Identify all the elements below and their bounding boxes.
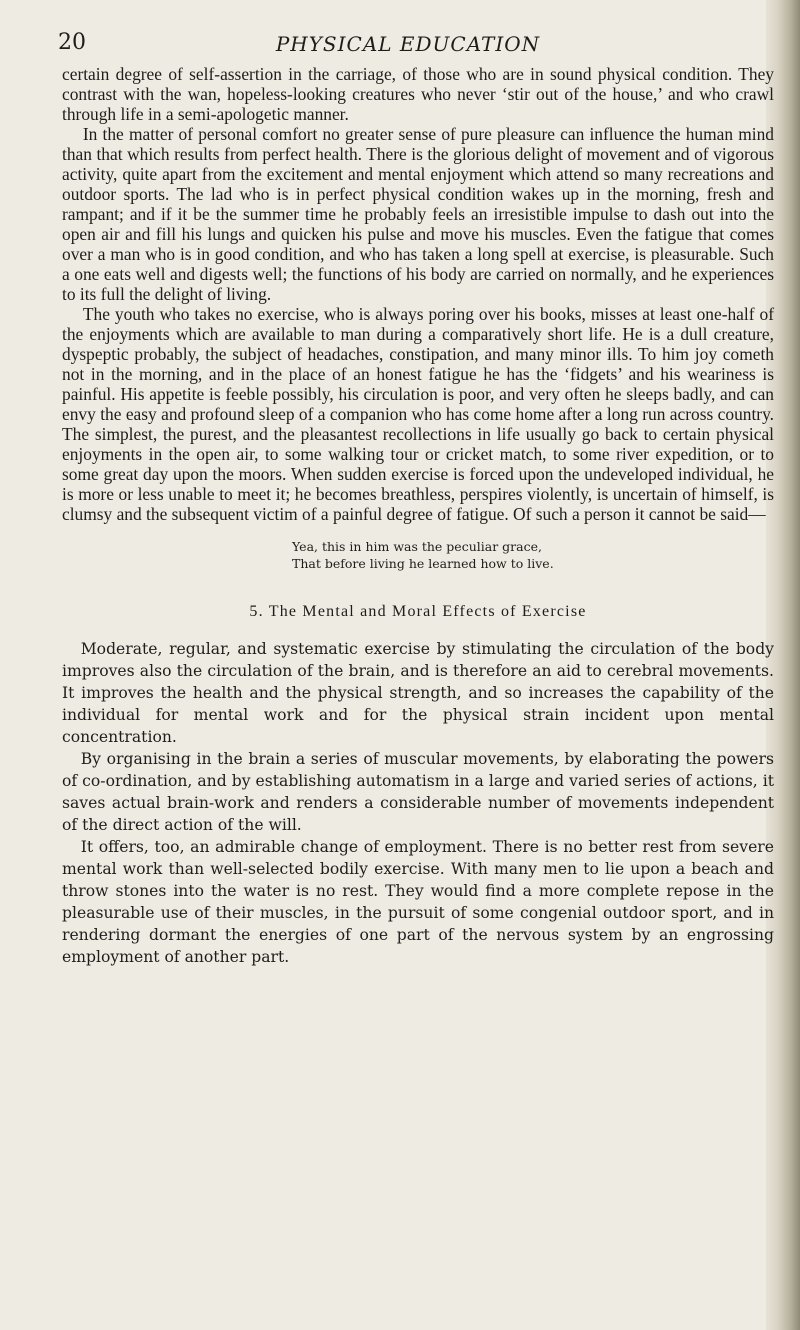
verse-line: That before living he learned how to live. xyxy=(292,556,554,571)
paragraph: By organising in the brain a series of muscular movements, by elaborating the powers of co-ordination, and by establishing automatism in a large and varied series of actions, it saves actual brain-work and renders a considerable number of movements independent of the direct action of the will. xyxy=(62,750,774,834)
running-title: PHYSICAL EDUCATION xyxy=(275,32,541,56)
section-heading: 5. The Mental and Moral Effects of Exercise xyxy=(249,603,587,620)
verse-line: Yea, this in him was the peculiar grace, xyxy=(292,539,542,554)
section-body xyxy=(62,638,774,968)
verse-quotation xyxy=(62,538,774,572)
paragraph: The youth who takes no exercise, who is always poring over his books, misses at least one-half of the enjoyments which are available to man during a comparatively short life. He is a dull creature, dyspeptic probably, the subject of headaches, constipation, and many minor ills. To him joy cometh not in the morning, and in the place of an honest fatigue he has the ‘fidgets’ and his weariness is painful. His appetite is feeble possibly, his circulation is poor, and very often he sleeps badly, and can envy the easy and profound sleep of a companion who has come home after a long run across country. The simplest, the purest, and the pleasantest recollections in life usually go back to certain physical enjoyments in the open air, to some walking tour or cricket match, to some river expedition, or to some great day upon the moors. When sudden exercise is forced upon the undeveloped individual, he is more or less unable to meet it; he becomes breathless, perspires violently, is uncertain of himself, is clumsy and the subsequent victim of a painful degree of fatigue. Of such a person it cannot be said— xyxy=(62,304,774,524)
paragraph: Moderate, regular, and systematic exercise by stimulating the circulation of the body improves also the circulation of the brain, and is therefore an aid to cerebral movements. It improves the health and the physical strength, and so increases the capability of the individual for mental work and for the physical strain incident upon mental concentration. xyxy=(62,640,774,746)
paragraph: It offers, too, an admirable change of employment. There is no better rest from severe mental work than well-selected bodily exercise. With many men to lie upon a beach and throw stones into the water is no rest. They would find a more complete repose in the pleasurable use of their muscles, in the pursuit of some congenial outdoor sport, and in rendering dormant the energies of one part of the nervous system by an engrossing employment of another part. xyxy=(62,838,774,966)
page-number: 20 xyxy=(58,30,86,55)
paragraph: In the matter of personal comfort no greater sense of pure pleasure can influence the human mind than that which results from perfect health. There is the glorious delight of movement and of vigorous activity, quite apart from the excitement and mental enjoyment which attend so many recreations and outdoor sports. The lad who is in perfect physical condition wakes up in the morning, fresh and rampant; and if it be the summer time he probably feels an irresistible impulse to dash out into the open air and fill his lungs and quicken his pulse and move his muscles. Even the fatigue that comes over a man who is in good condition, and who has taken a long spell at exercise, is pleasurable. Such a one eats well and digests well; the functions of his body are carried on normally, and he experiences to its full the delight of living. xyxy=(62,124,774,304)
body-text xyxy=(62,64,774,968)
paragraph: certain degree of self-assertion in the carriage, of those who are in sound physical condition. They contrast with the wan, hopeless-looking creatures who never ‘stir out of the house,’ and who crawl through life in a semi-apologetic manner. xyxy=(62,64,774,124)
page-header xyxy=(58,30,758,60)
